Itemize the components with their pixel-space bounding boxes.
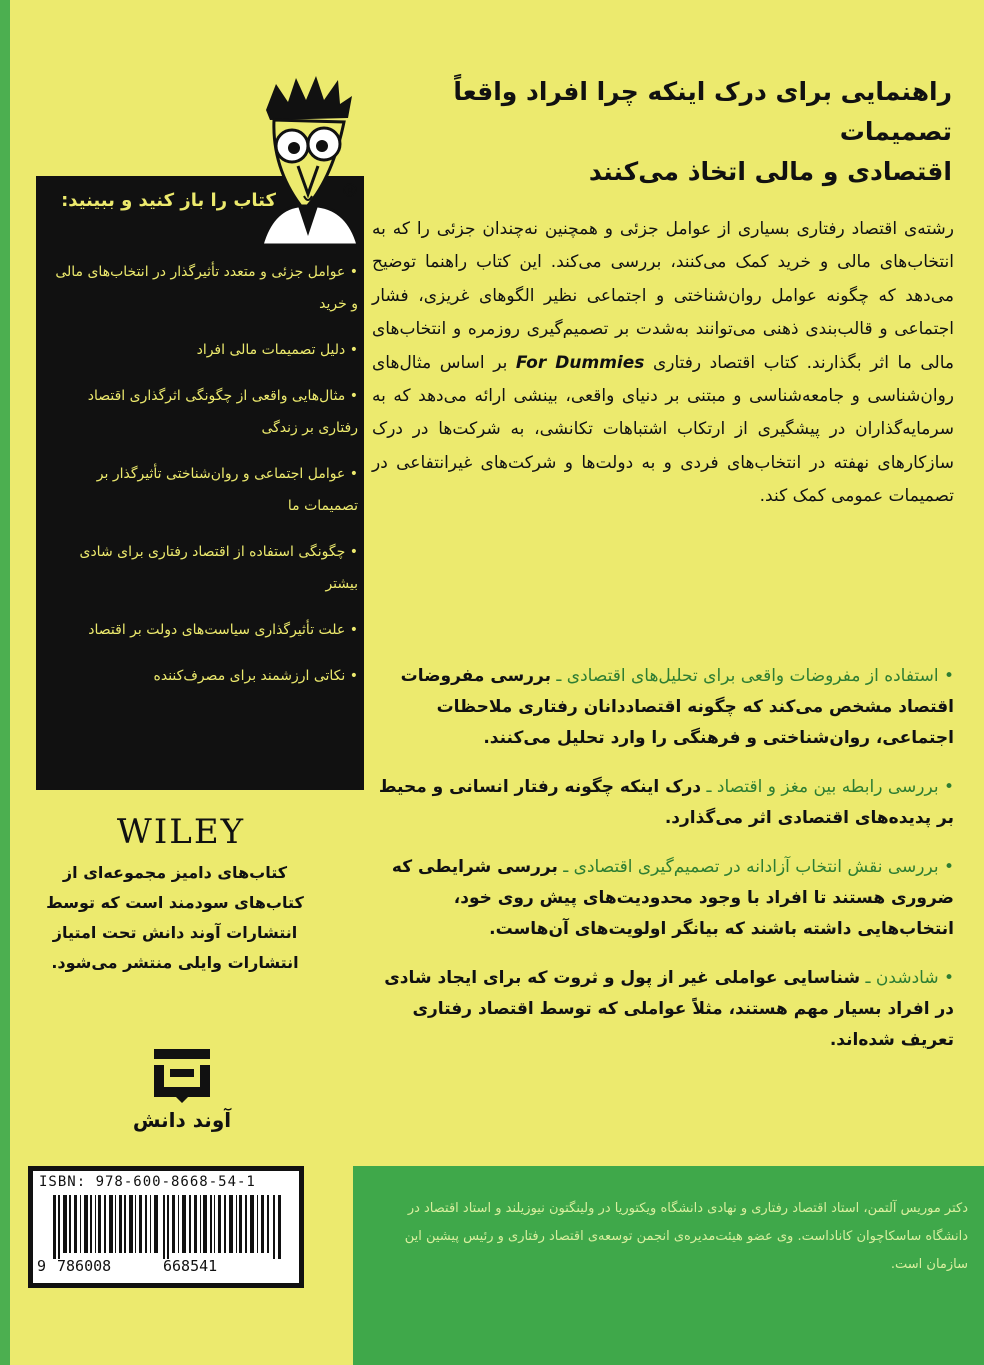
feature-item <box>372 661 954 754</box>
intro-text-1: رشته‌ی اقتصاد رفتاری بسیاری از عوامل جزئی و همچنین نه‌چندان جزئی را که به انتخاب‌های مالی و خرید کمک می‌کنند، بررسی می‌کند. این کتاب راهنما توضیح می‌دهد که چگونه عوامل روان‌شناختی و اجتماعی نظیر الگوهای غریزی، فشار اجتماعی و قالب‌بندی ذهنی می‌توانند به‌شدت بر تصمیم‌گیری روزمره و انتخاب‌های مالی ما اثر بگذارند. کتاب اقتصاد رفتاری <box>372 219 954 373</box>
headline-line-2: اقتصادی و مالی اتخاذ می‌کنند <box>588 157 952 186</box>
feature-body: بررسی شرایطی که ضروری هستند تا افراد با وجود محدودیت‌های پیش روی خود، انتخاب‌هایی داشته باشند که بیانگر اولویت‌های آن‌هاست. <box>391 857 954 939</box>
feature-heading: • بررسی نقش انتخاب آزادانه در تصمیم‌گیری اقتصادی <box>573 857 954 877</box>
feature-item <box>372 852 954 945</box>
intro-paragraph <box>372 213 954 514</box>
author-bio: دکتر موریس آلتمن، استاد اقتصاد رفتاری و نهادی دانشگاه ویکتوریا در ولینگتون نیوزیلند و استاد اقتصاد در دانشگاه ساسکاچوان کاناداست. وی عضو هیئت‌مدیره‌ی انجمن توسعه‌ی اقتصاد رفتاری و رئیس پیشین این سازمان است. <box>404 1201 968 1272</box>
sidebar-item: • علت تأثیرگذاری سیاست‌های دولت بر اقتصاد <box>88 622 358 638</box>
feature-body: بررسی مفروضات اقتصاد مشخص می‌کند که چگونه اقتصاددانان رفتاری ملاحظات اجتماعی، روان‌شناختی و فرهنگی را وارد تحلیل می‌کنند. <box>400 666 954 748</box>
imprint-name: آوند دانش <box>132 1108 232 1132</box>
barcode-box <box>28 1166 304 1288</box>
barcode-digits-left: 786008 <box>57 1257 112 1275</box>
barcode-digits <box>37 1257 297 1275</box>
barcode-bars-icon <box>53 1195 285 1259</box>
headline <box>380 72 952 192</box>
sidebar-item: • نکاتی ارزشمند برای مصرف‌کننده <box>153 668 358 684</box>
dummies-mascot-icon <box>252 70 362 245</box>
feature-separator: ـ <box>860 968 876 988</box>
series-name: For Dummies <box>515 352 645 373</box>
sidebar-item: • عوامل جزئی و متعدد تأثیرگذار در انتخاب‌های مالی و خرید <box>55 264 358 312</box>
feature-separator: ـ <box>701 777 717 797</box>
headline-line-1: راهنمایی برای درک اینکه چرا افراد واقعاً تصمیمات <box>453 77 952 146</box>
intro-text-2: بر اساس مثال‌های روان‌شناسی و جامعه‌شناسی و مبتنی بر دنیای واقعی، بینشی ارائه می‌دهد که به سرمایه‌گذاران در پیشگیری از ارتکاب اشتباهات تکانشی، به شرکت‌ها در درک سازکارهای نهفته در انتخاب‌های فردی و به دولت‌ها و شرکت‌های غیرانتفاعی در تصمیمات عمومی کمک کند. <box>372 352 954 507</box>
sidebar-item: • مثال‌هایی واقعی از چگونگی اثرگذاری اقتصاد رفتاری بر زندگی <box>87 388 358 436</box>
sidebar-item: • چگونگی استفاده از اقتصاد رفتاری برای شادی بیشتر <box>79 544 358 592</box>
feature-heading: • شادشدن <box>875 968 954 988</box>
open-book-icon <box>150 1045 214 1105</box>
feature-list <box>372 661 954 1074</box>
feature-item <box>372 772 954 834</box>
feature-body: درک اینکه چگونه رفتار انسانی و محیط بر پدیده‌های اقتصادی اثر می‌گذارد. <box>378 777 954 828</box>
left-green-strip <box>0 0 10 1365</box>
sidebar-title: کتاب را باز کنید و ببینید: <box>61 190 276 211</box>
sidebar-item: • عوامل اجتماعی و روان‌شناختی تأثیرگذار بر تصمیمات ما <box>96 466 358 514</box>
feature-separator: ـ <box>557 857 574 877</box>
feature-separator: ـ <box>551 666 567 686</box>
wiley-logo: WILEY <box>116 812 246 852</box>
barcode-digits-right: 668541 <box>163 1257 218 1275</box>
sidebar-list <box>48 256 358 706</box>
publisher-note: کتاب‌های دامیز مجموعه‌ای از کتاب‌های سودمند است که توسط انتشارات آوند دانش تحت امتیاز انتشارات وایلی منتشر می‌شود. <box>46 863 304 972</box>
feature-item <box>372 963 954 1056</box>
feature-heading: • استفاده از مفروضات واقعی برای تحلیل‌های اقتصادی <box>566 666 954 686</box>
sidebar-item: • دلیل تصمیمات مالی افراد <box>196 342 358 358</box>
feature-body: شناسایی عواملی غیر از پول و ثروت که برای ایجاد شادی در افراد بسیار مهم هستند، مثلاً عواملی که توسط اقتصاد رفتاری تعریف شده‌اند. <box>384 968 954 1050</box>
svg-text:R: R <box>347 186 354 196</box>
barcode-digit-first: 9 <box>37 1257 47 1275</box>
feature-heading: • بررسی رابطه بین مغز و اقتصاد <box>716 777 954 797</box>
isbn-label: ISBN: 978-600-8668-54-1 <box>39 1174 256 1190</box>
